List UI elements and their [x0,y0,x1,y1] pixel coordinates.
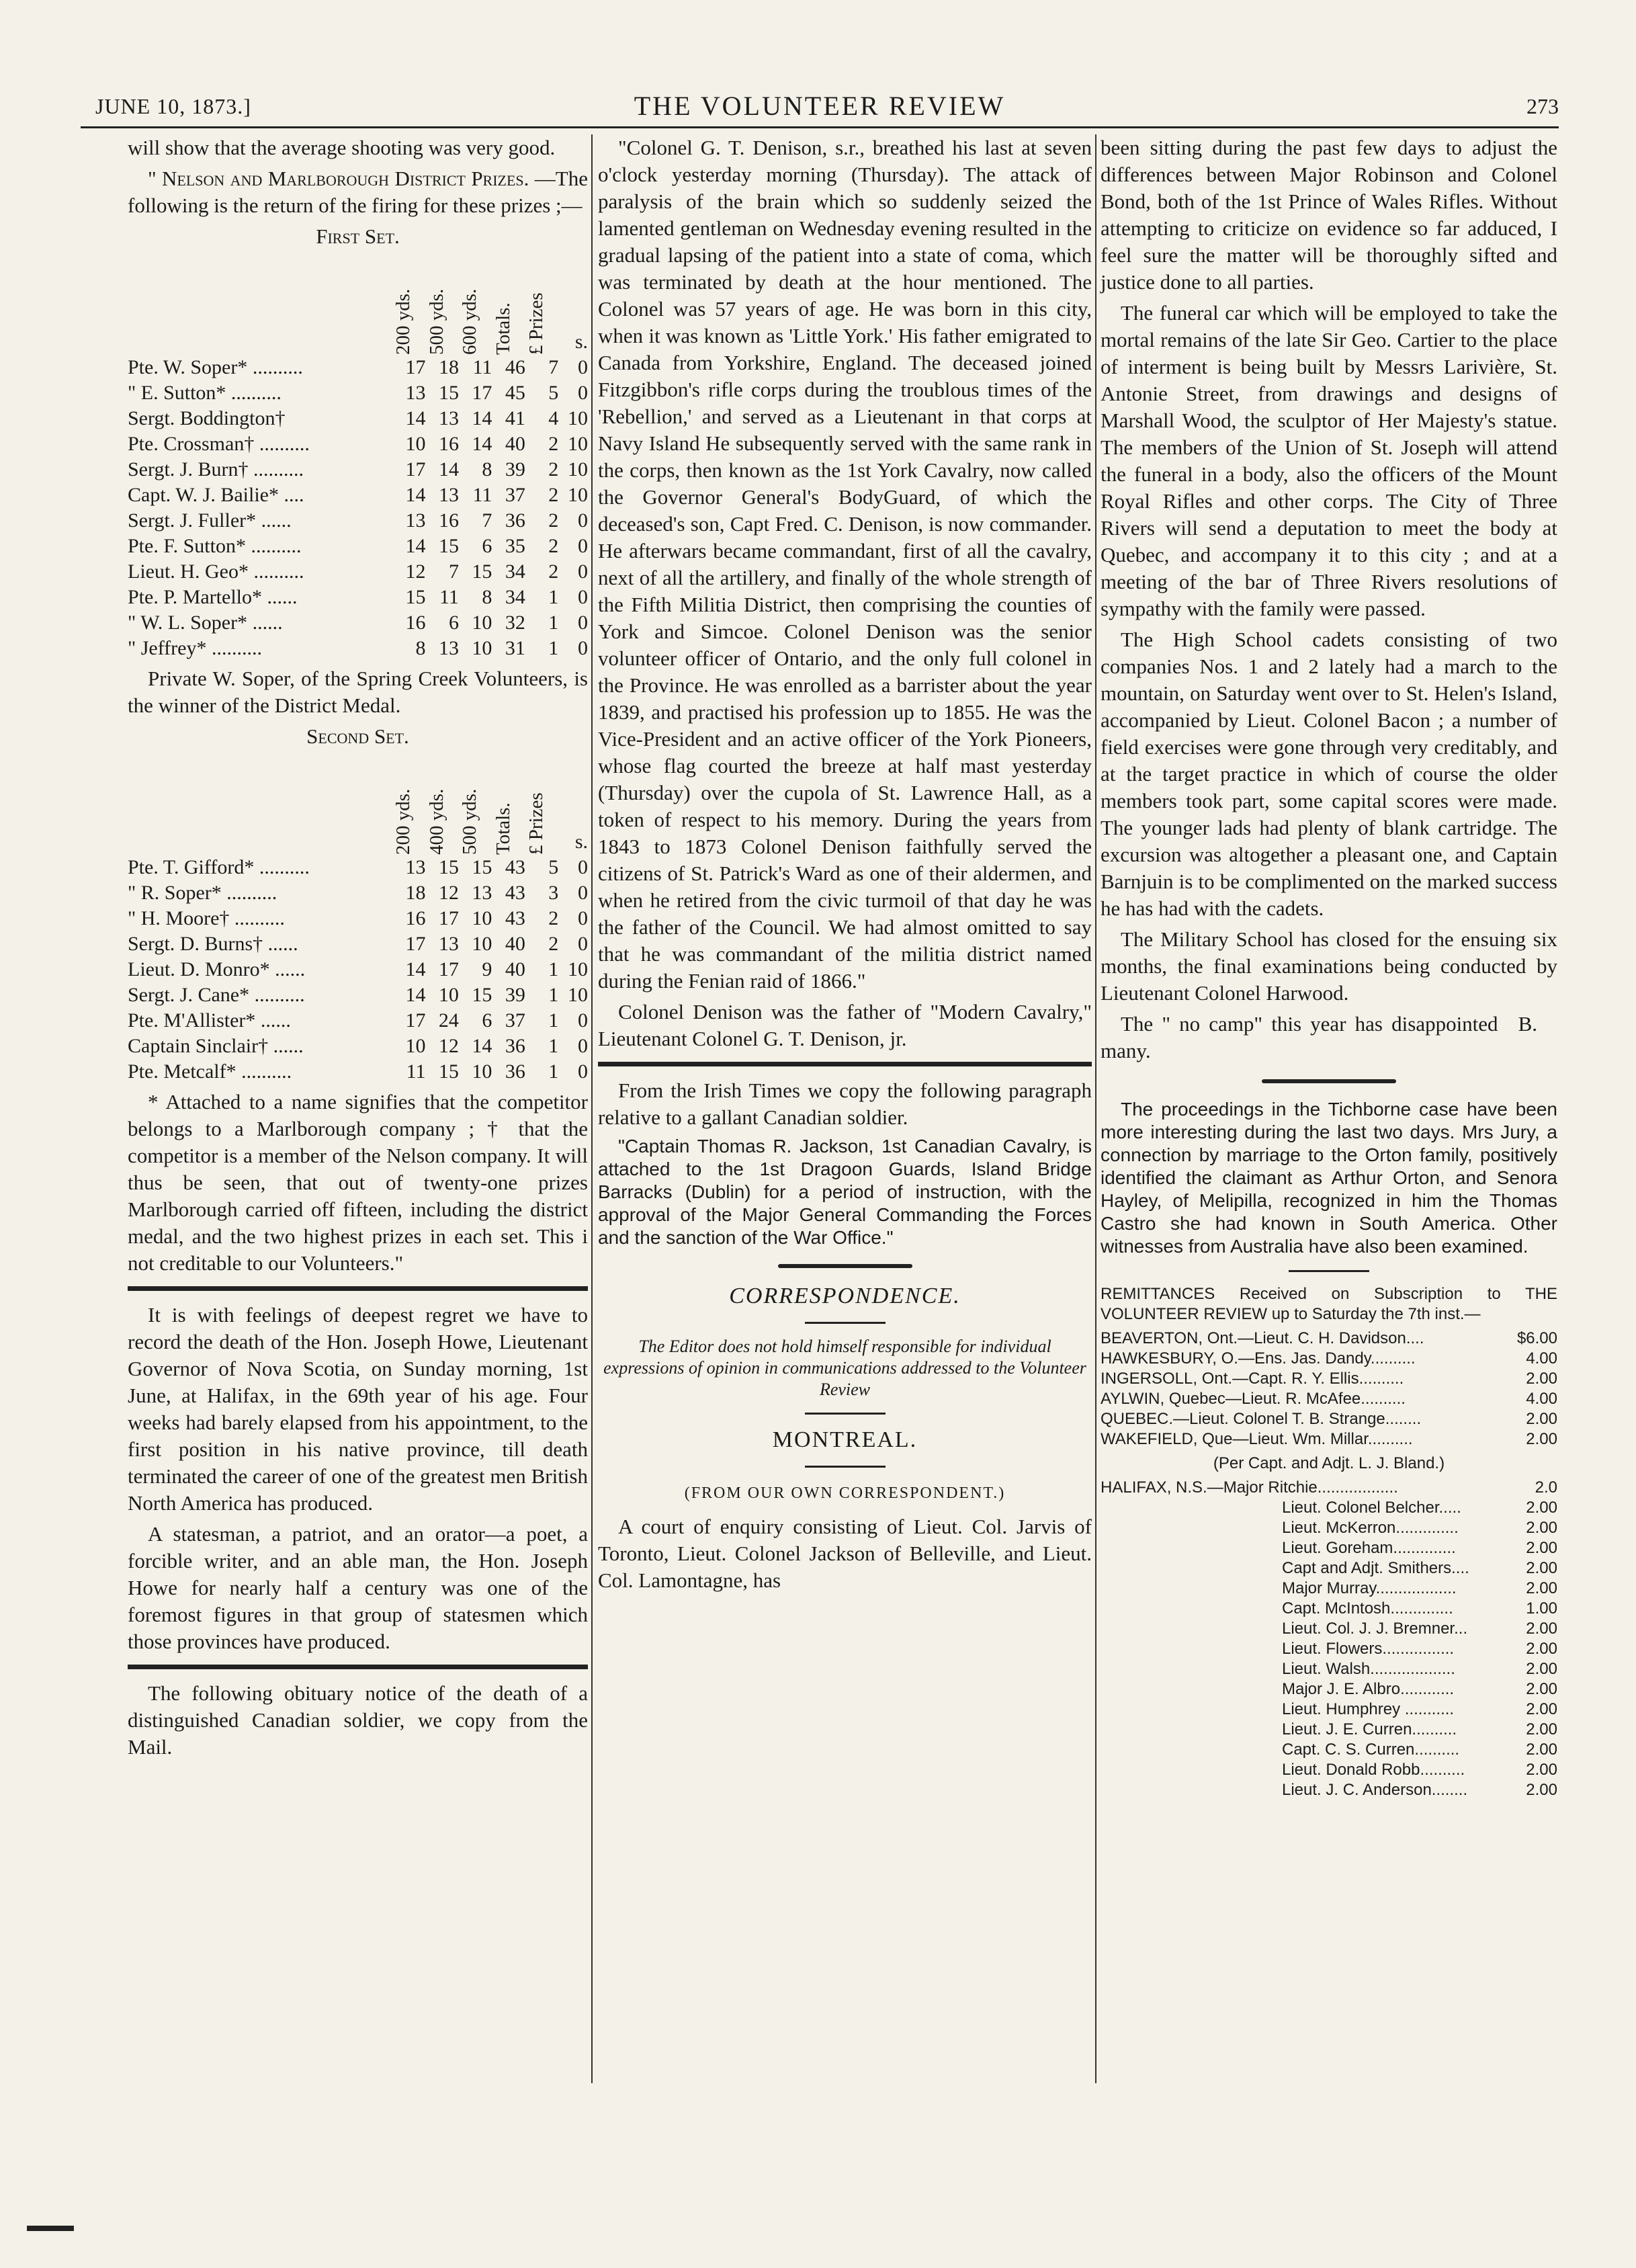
score-cell: 7 [548,356,559,378]
remittance-note: (Per Capt. and Adjt. L. J. Bland.) [1213,1454,1445,1472]
score-cell: 8 [482,586,492,608]
column-header: 400 yds. [425,788,447,855]
score-cell: 0 [578,907,588,929]
amount: 2.00 [1526,1761,1557,1779]
list-item [1101,1558,1557,1579]
score-cell: 6 [482,1009,492,1032]
score-cell: 8 [482,458,492,480]
second-set-title: Second Set. [306,724,409,748]
remittance-list [1101,1329,1557,1450]
amount: 4.00 [1526,1349,1557,1368]
score-cell: 15 [438,535,459,557]
competitor-name: " H. Moore† .......... [128,907,285,929]
table-row [128,508,588,534]
table-row [128,355,588,380]
score-cell: 13 [472,882,492,904]
score-cell: 2 [548,509,559,532]
score-cell: 43 [505,907,525,929]
competitor-name: Pte. W. Soper* .......... [128,356,303,378]
amount: 2.00 [1526,1680,1557,1698]
score-cell: 41 [505,407,525,429]
list-item [1101,1699,1557,1720]
score-cell: 1 [548,612,559,634]
score-cell: 1 [548,958,559,980]
score-cell: 40 [505,433,525,455]
table-row [128,880,588,906]
table-row [128,957,588,982]
score-cell: 0 [578,1060,588,1083]
remitter: Lieut. J. C. Anderson........ [1282,1781,1468,1799]
competitor-name: " E. Sutton* .......... [128,382,282,404]
short-rule [805,1322,886,1324]
score-cell: 10 [568,433,588,455]
remitter: WAKEFIELD, Que—Lieut. Wm. Millar.......... [1101,1430,1413,1448]
score-cell: 34 [505,560,525,583]
competitor-name: Pte. Metcalf* .......... [128,1060,292,1083]
list-item [1101,1639,1557,1659]
footer-mark [27,2226,74,2231]
score-cell: 5 [548,382,559,404]
score-cell: 17 [405,933,426,955]
issue-date: JUNE 10, 1873.] [95,94,251,118]
competitor-name: Pte. F. Sutton* .......... [128,535,302,557]
score-cell: 0 [578,560,588,583]
score-cell: 2 [548,458,559,480]
column-header: 200 yds. [392,788,415,855]
score-cell: 1 [548,586,559,608]
score-cell: 37 [505,484,525,506]
remitter: Lieut. J. E. Curren.......... [1282,1720,1457,1738]
section-rule [128,1665,588,1669]
publication-title: THE VOLUNTEER REVIEW [634,91,1006,121]
remitter: Lieut. Walsh................... [1282,1660,1455,1678]
competitor-name: Sergt. J. Cane* .......... [128,984,305,1006]
score-cell: 17 [438,958,459,980]
paragraph: It is with feelings of deepest regret we have to record the death of the Hon. Joseph Howe, Lieutenant Governor of Nova Scotia, on Sunday morning, 1st June, at Halifax, in the 69th year of his age. Four weeks had barely elapsed from his appointment, to the first position in his native province, till death terminated the career of one of the greatest men British North America has produced. [128,1303,588,1515]
short-rule [1289,1270,1369,1272]
score-cell: 0 [578,509,588,532]
score-cell: 14 [405,958,426,980]
paragraph: A court of enquiry consisting of Lieut. Col. Jarvis of Toronto, Lieut. Colonel Jackson of Belleville, and Lieut. Col. Lamontagne, has [598,1515,1092,1592]
score-cell: 16 [405,612,426,634]
column-header: £ Prizes [525,292,548,355]
list-item: HALIFAX, N.S.—Major Ritchie.................. 2.0 [1101,1478,1557,1497]
score-cell: 10 [472,637,492,659]
score-cell: 11 [439,586,459,608]
competitor-name: Pte. T. Gifford* .......... [128,856,310,878]
competitor-name: Capt. W. J. Bailie* .... [128,484,304,506]
score-cell: 43 [505,882,525,904]
remittances [1101,1284,1557,1800]
remitter: Lieut. McKerron.............. [1282,1519,1459,1537]
competitor-name: Captain Sinclair† ...... [128,1035,304,1057]
score-cell: 10 [405,433,426,455]
list-item [1101,1409,1557,1429]
list-item [1101,1389,1557,1409]
paragraph: The following obituary notice of the death of a distinguished Canadian soldier, we copy from the Mail. [128,1681,588,1759]
amount: 2.00 [1526,1559,1557,1577]
score-cell: 14 [405,984,426,1006]
paragraph: From the Irish Times we copy the following paragraph relative to a gallant Canadian soldier. [598,1079,1092,1129]
list-item [1101,1369,1557,1389]
list-item [1101,1599,1557,1619]
section-rule [598,1062,1092,1066]
paragraph: " Nelson and Marlborough District Prizes. —The following is the return of the firing for these prizes ;— [128,167,588,217]
short-rule [805,1413,886,1415]
score-cell: 17 [405,458,426,480]
score-cell: 1 [548,1009,559,1032]
table-row [128,636,588,661]
list-item [1101,1659,1557,1679]
column-header: 200 yds. [392,288,415,355]
score-cell: 0 [578,382,588,404]
list-item [1101,1349,1557,1369]
page-header [81,79,1559,128]
city-heading: MONTREAL. [772,1427,918,1452]
competitor-name: Pte. P. Martello* ...... [128,586,298,608]
first-set-table [128,254,588,661]
score-cell: 15 [438,1060,459,1083]
score-cell: 7 [482,509,492,532]
editor-note: The Editor does not hold himself responsible for individual expressions of opinion in communications addressed to the Volunteer Review [603,1337,1086,1399]
score-cell: 15 [472,856,492,878]
score-cell: 0 [578,612,588,634]
score-cell: 10 [472,1060,492,1083]
score-cell: 32 [505,612,525,634]
halifax-list [1101,1498,1557,1800]
remitter: INGERSOLL, Ont.—Capt. R. Y. Ellis.......... [1101,1370,1404,1388]
score-cell: 39 [505,458,525,480]
remitter: Lieut. Donald Robb.......... [1282,1761,1465,1779]
footnote: * Attached to a name signifies that the competitor belongs to a Marlborough company ; † that the competitor is a member of the Nelson company. It will thus be seen, that out of twenty-one prizes Marlborough carried off fifteen, including the district medal, and the two highest prizes in each set. This i not creditable to our Volunteers." [128,1090,588,1275]
competitor-name: " Jeffrey* .......... [128,637,262,659]
section-ornament [778,1264,912,1268]
remitter: BEAVERTON, Ont.—Lieut. C. H. Davidson.... [1101,1329,1424,1347]
score-cell: 1 [548,1060,559,1083]
table-row [128,585,588,610]
score-cell: 10 [405,1035,426,1057]
score-cell: 11 [472,484,492,506]
remitter: AYLWIN, Quebec—Lieut. R. McAfee.......... [1101,1390,1406,1408]
score-cell: 2 [548,433,559,455]
column-header: 500 yds. [425,288,447,355]
paragraph: "Captain Thomas R. Jackson, 1st Canadian Cavalry, is attached to the 1st Dragoon Guards, Island Bridge Barracks (Dublin) for a period of instruction, with the approval of the Major General Commanding the Forces and the sanction of the War Office." [598,1136,1092,1248]
score-cell: 13 [438,637,459,659]
paragraph: A statesman, a patriot, and an orator—a poet, a forcible writer, and an able man, the Hon. Joseph Howe for nearly half a century was one of the foremost figures in that group of statesmen which those provinces have produced. [128,1522,588,1653]
score-cell: 31 [505,637,525,659]
remitter: Capt. McIntosh.............. [1282,1599,1453,1618]
remitter: Lieut. Colonel Belcher..... [1282,1499,1461,1517]
score-cell: 13 [438,933,459,955]
short-rule [805,1466,886,1468]
column-header: £ Prizes [525,792,548,855]
amount: 2.00 [1526,1430,1557,1448]
score-cell: 10 [568,407,588,429]
amount: 2.00 [1526,1539,1557,1557]
score-cell: 0 [578,637,588,659]
amount: 2.00 [1526,1781,1557,1799]
competitor-name: " W. L. Soper* ...... [128,612,283,634]
table-row [128,1034,588,1059]
table-row [128,406,588,431]
score-cell: 12 [405,560,426,583]
amount: 2.00 [1526,1700,1557,1718]
score-cell: 36 [505,1035,525,1057]
score-cell: 0 [578,586,588,608]
table-header-row [128,754,588,855]
score-cell: 2 [548,907,559,929]
paragraph: The proceedings in the Tichborne case have been more interesting during the last two days. Mrs Jury, a connection by marriage to the Orton family, positively identified the claimant as Arthur Orton, and Senora Hayley, of Melipilla, recognized in him the Thomas Castro she had known in South America. Other witnesses from Australia have also been examined. [1101,1099,1557,1257]
remitter: Lieut. Humphrey ........... [1282,1700,1455,1718]
amount: 2.00 [1526,1660,1557,1678]
score-cell: 45 [505,382,525,404]
score-cell: 8 [415,637,426,659]
table-row [128,431,588,457]
amount: $6.00 [1516,1329,1557,1347]
paragraph: Private W. Soper, of the Spring Creek Volunteers, is the winner of the District Medal. [128,667,588,717]
paragraph: The funeral car which will be employed to take the mortal remains of the late Sir Geo. Cartier to the place of interment is being built by Messrs Larivière, St. Antonie Street, from drawings and designs of Marshall Wood, the sculptor of Her Majesty's statue. The members of the Union of St. Joseph will attend the funeral in a body, also the officers of the Mount Royal Rifles and other corps. The City of Three Rivers will send a deputation to meet the body at Quebec, and accompany it to this city ; and at a meeting of the bar of Three Rivers resolutions of sympathy with the family were passed. [1101,301,1557,620]
score-cell: 17 [405,1009,426,1032]
remitter: Lieut. Col. J. J. Bremner... [1282,1620,1468,1638]
column-3 [1101,134,1557,1800]
score-cell: 40 [505,933,525,955]
list-item [1101,1429,1557,1450]
remitter: Major J. E. Albro............ [1282,1680,1455,1698]
amount: 2.00 [1526,1579,1557,1597]
score-cell: 1 [548,984,559,1006]
score-cell: 0 [578,856,588,878]
score-cell: 10 [472,933,492,955]
list-item [1101,1720,1557,1740]
score-cell: 14 [472,433,492,455]
competitor-name: " R. Soper* .......... [128,882,277,904]
remitter: Lieut. Flowers................ [1282,1640,1455,1658]
score-cell: 0 [578,535,588,557]
score-cell: 2 [548,535,559,557]
score-cell: 39 [505,984,525,1006]
score-cell: 14 [405,407,426,429]
table-row [128,906,588,931]
score-cell: 3 [548,882,559,904]
amount: 4.00 [1526,1390,1557,1408]
score-cell: 0 [578,356,588,378]
column-header: Totals. [492,302,514,355]
score-cell: 35 [505,535,525,557]
score-cell: 0 [578,882,588,904]
score-cell: 13 [405,509,426,532]
amount: 2.00 [1526,1499,1557,1517]
score-cell: 18 [438,356,459,378]
score-cell: 17 [438,907,459,929]
column-1 [128,134,588,1765]
score-cell: 11 [406,1060,426,1083]
table-row [128,559,588,585]
table-row [128,534,588,559]
score-cell: 0 [578,1009,588,1032]
score-cell: 17 [472,382,492,404]
table-row [128,931,588,957]
score-cell: 6 [448,612,459,634]
score-cell: 14 [472,1035,492,1057]
score-cell: 2 [548,484,559,506]
table-row [128,1008,588,1034]
competitor-name: Lieut. D. Monro* ...... [128,958,306,980]
section-rule [128,1286,588,1291]
remitter: HAWKESBURY, O.—Ens. Jas. Dandy.......... [1101,1349,1416,1368]
column-2 [598,134,1092,1598]
remitter: Capt. C. S. Curren.......... [1282,1740,1460,1759]
score-cell: 12 [438,1035,459,1057]
score-cell: 2 [548,560,559,583]
column-header: Totals. [492,802,514,855]
remitter: Major Murray.................. [1282,1579,1457,1597]
table-row [128,982,588,1008]
competitor-name: Pte. M'Allister* ...... [128,1009,291,1032]
score-cell: 10 [568,484,588,506]
table-header-row [128,254,588,355]
score-cell: 14 [405,535,426,557]
score-cell: 37 [505,1009,525,1032]
score-cell: 15 [472,560,492,583]
score-cell: 36 [505,509,525,532]
competitor-name: Sergt. J. Burn† .......... [128,458,304,480]
score-cell: 46 [505,356,525,378]
score-cell: 43 [505,856,525,878]
section-ornament [1262,1079,1396,1083]
paragraph: Colonel Denison was the father of "Modern Cavalry," Lieutenant Colonel G. T. Denison, jr. [598,1000,1092,1050]
score-cell: 10 [568,458,588,480]
amount: 2.00 [1526,1620,1557,1638]
paragraph: The " no camp" this year has disappointed many. B. [1101,1011,1557,1064]
page-number: 273 [1526,94,1559,118]
score-cell: 14 [438,458,459,480]
score-cell: 15 [405,586,426,608]
score-cell: 16 [438,433,459,455]
score-cell: 34 [505,586,525,608]
table-row [128,380,588,406]
score-cell: 18 [405,882,426,904]
paragraph: will show that the average shooting was very good. [128,136,556,159]
remittances-heading: REMITTANCES Received on Subscription to THE VOLUNTEER REVIEW up to Saturday the 7th inst.— [1101,1285,1557,1323]
list-item [1101,1518,1557,1538]
score-cell: 10 [568,984,588,1006]
list-item [1101,1498,1557,1518]
score-cell: 15 [438,382,459,404]
score-cell: 7 [448,560,459,583]
competitor-name: Sergt. Boddington† [128,407,286,429]
amount: 2.00 [1526,1640,1557,1658]
table-row [128,610,588,636]
correspondent-line: (FROM OUR OWN CORRESPONDENT.) [684,1484,1006,1502]
score-cell: 13 [405,382,426,404]
score-cell: 14 [405,484,426,506]
score-cell: 9 [482,958,492,980]
score-cell: 16 [405,907,426,929]
list-item [1101,1579,1557,1599]
column-header: s. [574,331,588,353]
competitor-name: Lieut. H. Geo* .......... [128,560,304,583]
score-cell: 10 [472,907,492,929]
table-row [128,855,588,880]
score-cell: 36 [505,1060,525,1083]
score-cell: 1 [548,1035,559,1057]
list-item [1101,1619,1557,1639]
table-row [128,457,588,482]
column-rule-1 [591,134,593,2083]
score-cell: 1 [548,637,559,659]
score-cell: 16 [438,509,459,532]
remitter: Lieut. Goreham.............. [1282,1539,1456,1557]
amount: 2.00 [1526,1740,1557,1759]
score-cell: 15 [438,856,459,878]
signature: B. [1518,1012,1537,1036]
score-cell: 15 [472,984,492,1006]
list-item [1101,1329,1557,1349]
list-item [1101,1538,1557,1558]
paragraph: The High School cadets consisting of two companies Nos. 1 and 2 lately had a march to the mountain, on Saturday went over to St. Helen's Island, accompanied by Lieut. Colonel Bacon ; a number of field exercises were gone through very creditably, and at the target practice in which of course the older members took part, some capital scores were made. The younger lads had plenty of blank cartridge. The excursion was altogether a pleasant one, and Captain Barnjuin is to be complimented on the marked success he has had with the cadets. [1101,628,1557,920]
score-cell: 17 [405,356,426,378]
amount: 2.00 [1526,1519,1557,1537]
table-row [128,482,588,508]
paragraph: been sitting during the past few days to adjust the differences between Major Robinson and Colonel Bond, both of the 1st Prince of Wales Rifles. Without attempting to criticize on evidence so far adduced, I feel sure the matter will be thoroughly sifted and justice done to all parties. [1101,136,1557,294]
competitor-name: Pte. Crossman† .......... [128,433,310,455]
score-cell: 5 [548,856,559,878]
second-set-table [128,754,588,1085]
section-heading: CORRESPONDENCE. [729,1284,961,1308]
column-header: s. [574,831,588,853]
remitter: Capt and Adjt. Smithers.... [1282,1559,1469,1577]
first-set-title: First Set. [316,224,400,248]
amount: 2.00 [1526,1720,1557,1738]
score-cell: 10 [438,984,459,1006]
prize-heading: " Nelson and Marlborough District Prizes. [148,167,529,190]
table-row [128,1059,588,1085]
score-cell: 6 [482,535,492,557]
competitor-name: Sergt. D. Burns† ...... [128,933,298,955]
list-item [1101,1780,1557,1800]
score-cell: 0 [578,933,588,955]
score-cell: 24 [438,1009,459,1032]
score-cell: 40 [505,958,525,980]
remitter: QUEBEC.—Lieut. Colonel T. B. Strange........ [1101,1410,1422,1428]
amount: 2.00 [1526,1410,1557,1428]
score-cell: 13 [438,484,459,506]
list-item [1101,1740,1557,1760]
competitor-name: Sergt. J. Fuller* ...... [128,509,292,532]
score-cell: 10 [568,958,588,980]
score-cell: 13 [405,856,426,878]
score-cell: 4 [548,407,559,429]
column-header: 500 yds. [459,788,481,855]
list-item [1101,1679,1557,1699]
amount: 2.00 [1526,1370,1557,1388]
score-cell: 0 [578,1035,588,1057]
column-rule-2 [1095,134,1096,2083]
score-cell: 2 [548,933,559,955]
score-cell: 13 [438,407,459,429]
paragraph: The Military School has closed for the ensuing six months, the final examinations being conducted by Lieutenant Colonel Harwood. [1101,927,1557,1005]
list-item [1101,1760,1557,1780]
paragraph: "Colonel G. T. Denison, s.r., breathed his last at seven o'clock yesterday morning (Thursday). The attack of paralysis of the brain which so suddenly seized the lamented gentleman on Wednesday evening resulted in the gradual lapsing of the patient into a state of coma, which was terminated by death at the hour mentioned. The Colonel was 57 years of age. He was born in this city, when it was known as 'Little York.' His father emigrated to Canada from Yorkshire, England. The deceased joined Fitzgibbon's rifle corps during the troublous times of the 'Rebellion,' and served as a Lieutenant in that corps at Navy Island He subsequently served with the same rank in the corps, then known as the 1st York Cavalry, now called the Governor General's BodyGuard, of which the deceased's son, Capt Fred. C. Denison, is now commander. He afterwars became commandant, first of all the cavalry, next of all the artillery, and finally of the whole strength of the Fifth Militia District, then comprising the counties of York and Simcoe. Colonel Denison was the senior volunteer officer of Ontario, and the only full colonel in the Province. He was enrolled as a barrister about the year 1839, and practised his profession up to 1855. He was the Vice-President and an active officer of the York Pioneers, whose flag courted the breeze at half mast yesterday (Thursday) over the cupola of St. Lawrence Hall, as a token of respect to his memory. During the years from 1843 to 1873 Colonel Denison faithfully served the citizens of St. Patrick's Ward as one of their aldermen, and when he retired from the civic turmoil of that day he was the father of the Council. We had almost omitted to say that he was commandant of the militia district named during the Fenian raid of 1866." [598,136,1092,993]
amount: 1.00 [1526,1599,1557,1618]
score-cell: 10 [472,612,492,634]
score-cell: 12 [438,882,459,904]
column-header: 600 yds. [459,288,481,355]
score-cell: 14 [472,407,492,429]
score-cell: 11 [472,356,492,378]
